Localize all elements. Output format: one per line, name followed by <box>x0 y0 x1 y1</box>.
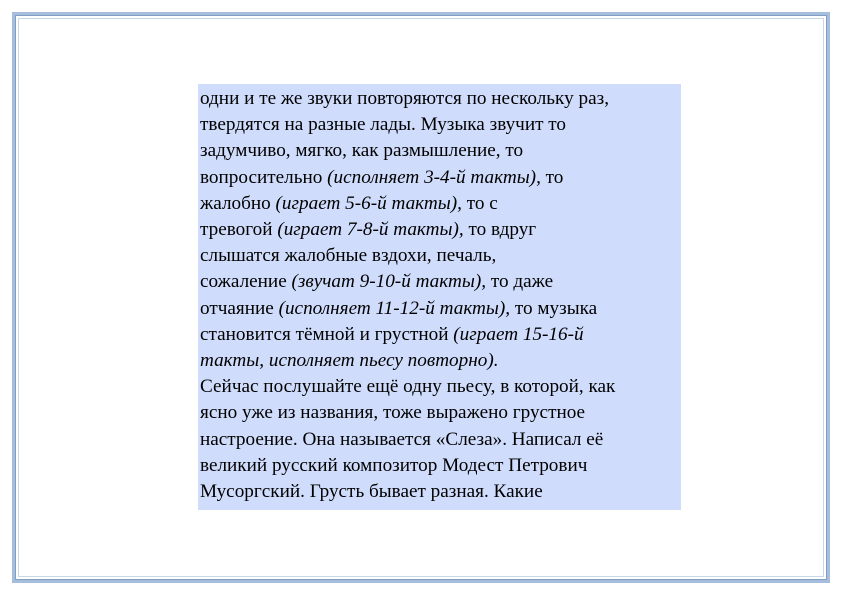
text-run: ясно уже из названия, тоже выражено грустное <box>200 402 586 424</box>
italic-note: (исполняет 11-12-й такты), <box>278 297 511 319</box>
text-line <box>200 348 681 374</box>
text-line <box>200 138 681 164</box>
text-run: то с <box>461 192 498 214</box>
text-run: то <box>540 166 564 188</box>
text-block <box>198 84 681 510</box>
italic-note: такты, исполняет пьесу повторно). <box>200 350 499 372</box>
text-run: жалобно <box>200 192 276 214</box>
text-line <box>200 400 681 426</box>
text-run: одни и те же звуки повторяются по нескольку раз, <box>200 88 609 109</box>
text-run: настроение. Она называется «Слеза». Написал её <box>200 428 604 450</box>
text-run: вопросительно <box>200 166 328 188</box>
text-run: отчаяние <box>200 297 279 319</box>
text-run: то вдруг <box>463 219 537 241</box>
italic-note: (играет 5-6-й такты), <box>275 192 462 214</box>
text-run: слышатся жалобные вздохи, печаль, <box>200 245 497 267</box>
text-line <box>200 191 681 217</box>
text-line <box>200 112 681 138</box>
italic-note: (исполняет 3-4-й такты), <box>327 166 541 188</box>
text-run: великий русский композитор Модест Петрович <box>200 454 588 476</box>
text-line <box>200 243 681 269</box>
text-run: сожаление <box>200 271 292 293</box>
text-line <box>200 269 681 295</box>
text-run: задумчиво, мягко, как размышление, то <box>200 140 524 162</box>
text-line <box>200 479 681 505</box>
text-run: тревогой <box>200 219 278 241</box>
text-run: то даже <box>486 271 554 293</box>
text-line <box>200 427 681 453</box>
text-line <box>200 453 681 479</box>
text-run: становится тёмной и грустной <box>200 323 454 345</box>
text-line <box>200 86 681 112</box>
text-run: твердятся на разные лады. Музыка звучит то <box>200 114 567 136</box>
text-run: то музыка <box>510 297 598 319</box>
text-run: Мусоргский. Грусть бывает разная. Какие <box>200 481 543 503</box>
text-line <box>200 374 681 400</box>
text-line <box>200 296 681 322</box>
italic-note: (играет 7-8-й такты), <box>277 219 464 241</box>
text-line <box>200 165 681 191</box>
text-run: Сейчас послушайте ещё одну пьесу, в которой, как <box>200 376 616 398</box>
italic-note: (звучат 9-10-й такты), <box>291 271 487 293</box>
text-line <box>200 217 681 243</box>
text-line <box>200 322 681 348</box>
italic-note: (играет 15-16-й <box>453 323 584 345</box>
